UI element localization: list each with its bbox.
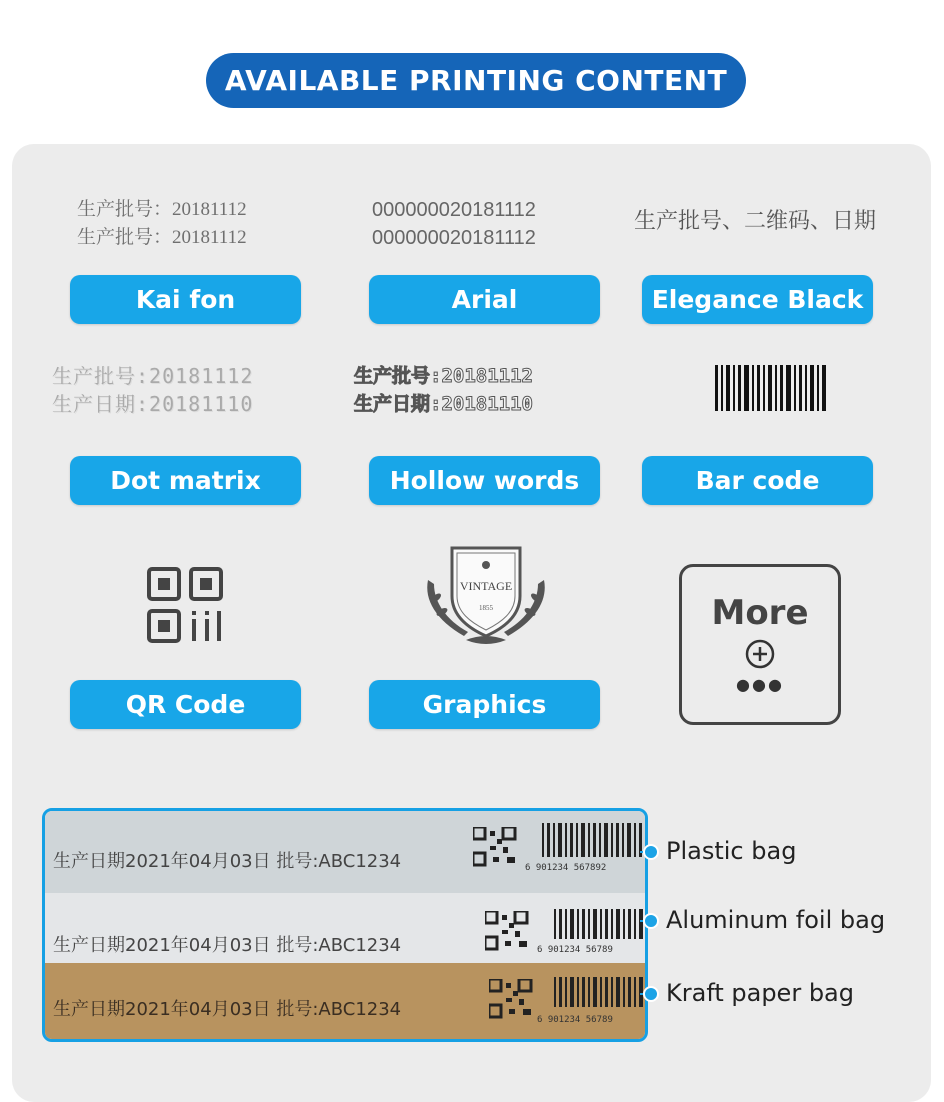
more-label: More xyxy=(711,593,809,633)
elegance-black-sample: 生产批号、二维码、日期 xyxy=(634,209,877,234)
bullet-dot-icon xyxy=(643,844,659,860)
page-title: AVAILABLE PRINTING CONTENT xyxy=(206,53,746,108)
bar-code-label: Bar code xyxy=(642,456,873,505)
kai-fon-label: Kai fon xyxy=(70,275,301,324)
plastic-bag-label: Plastic bag xyxy=(666,837,797,865)
dot-matrix-sample: 生产批号:20181112 生产日期:20181110 xyxy=(52,364,254,416)
qr-code-icon xyxy=(473,827,517,867)
aluminum-foil-bag-strip xyxy=(45,893,645,963)
arial-font-sample: 000000020181112 000000020181112 xyxy=(372,199,536,249)
kraft-print-text: 生产日期2021年04月03日 批号:ABC1234 xyxy=(53,999,402,1020)
barcode-number: 6 901234 56789 xyxy=(537,945,613,955)
hollow-words-label: Hollow words xyxy=(369,456,600,505)
kraft-paper-bag-strip xyxy=(45,963,645,1042)
bullet-dot-icon xyxy=(643,986,659,1002)
barcode-number: 6 901234 567892 xyxy=(525,863,607,873)
dot-matrix-label: Dot matrix xyxy=(70,456,301,505)
graphics-label: Graphics xyxy=(369,680,600,729)
bag-samples-photo xyxy=(42,808,648,1042)
barcode-icon xyxy=(715,365,827,411)
plastic-print-text: 生产日期2021年04月03日 批号:ABC1234 xyxy=(53,851,402,872)
kraft-paper-bag-label: Kraft paper bag xyxy=(666,979,854,1007)
bullet-dot-icon xyxy=(643,913,659,929)
svg-text:1855: 1855 xyxy=(479,604,493,612)
arial-label: Arial xyxy=(369,275,600,324)
hollow-words-sample: 生产批号:20181112 生产日期:20181110 xyxy=(354,365,533,415)
ellipsis-icon: ●●● xyxy=(736,675,784,694)
svg-text:VINTAGE: VINTAGE xyxy=(459,579,513,593)
qr-code-icon xyxy=(485,911,529,951)
kai-font-sample: 生产批号：20181112 生产批号：20181112 xyxy=(77,199,247,248)
qr-code-label: QR Code xyxy=(70,680,301,729)
barcode-number: 6 901234 56789 xyxy=(537,1015,613,1025)
qr-code-icon xyxy=(489,979,533,1019)
aluminum-foil-bag-label: Aluminum foil bag xyxy=(666,906,886,934)
plastic-bag-strip xyxy=(45,811,645,893)
vintage-graphic-icon xyxy=(416,540,556,652)
more-button[interactable] xyxy=(679,564,841,725)
aluminum-print-text: 生产日期2021年04月03日 批号:ABC1234 xyxy=(53,935,402,956)
qr-code-icon xyxy=(147,567,225,643)
elegance-black-label: Elegance Black xyxy=(642,275,873,324)
plus-circle-icon xyxy=(745,639,775,669)
